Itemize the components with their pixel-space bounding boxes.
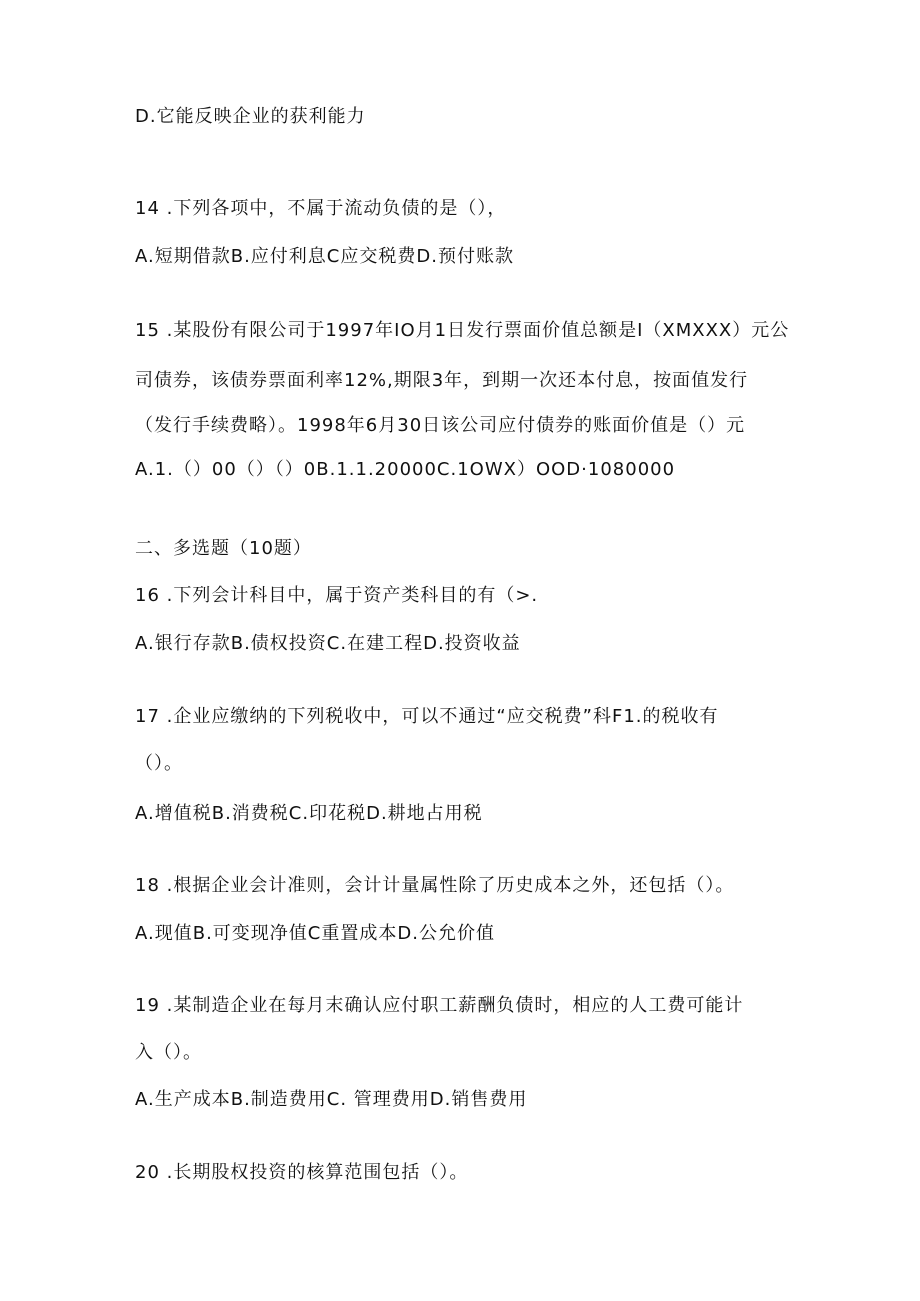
question-15-line-1: 15 .某股份有限公司于1997年IO月1日发行票面价值总额是I（XMXXX）元公 xyxy=(135,320,790,341)
question-17-line-1: 17 .企业应缴纳的下列税收中，可以不通过“应交税费”科F1.的税收有 xyxy=(135,706,719,727)
options-q15: A.1.（）00（）（）0B.1.1.20000C.1OWX）OOD·1080000 xyxy=(135,459,676,480)
options-q18: A.现值B.可变现净值C重置成本D.公允价值 xyxy=(135,923,495,944)
question-14: 14 .下列各项中，不属于流动负债的是（）， xyxy=(135,198,507,219)
options-q19: A.生产成本B.制造费用C. 管理费用D.销售费用 xyxy=(135,1089,528,1110)
question-17-line-2: （）。 xyxy=(135,753,183,774)
question-18: 18 .根据企业会计准则，会计计量属性除了历史成本之外，还包括（）。 xyxy=(135,875,735,896)
question-16: 16 .下列会计科目中，属于资产类科目的有（>. xyxy=(135,585,539,606)
options-q14: A.短期借款B.应付利息C应交税费D.预付账款 xyxy=(135,246,514,267)
question-19-line-2: 入（）。 xyxy=(135,1042,202,1063)
question-15-line-3: （发行手续费略）。1998年6月30日该公司应付债券的账面价值是（）元 xyxy=(135,415,746,436)
question-20: 20 .长期股权投资的核算范围包括（）。 xyxy=(135,1162,469,1183)
options-q16: A.银行存款B.债权投资C.在建工程D.投资收益 xyxy=(135,633,521,654)
question-19-line-1: 19 .某制造企业在每月末确认应付职工薪酬负债时，相应的人工费可能计 xyxy=(135,995,744,1016)
options-q17: A.增值税B.消费税C.印花税D.耕地占用税 xyxy=(135,803,483,824)
option-line-q13-d: D.它能反映企业的获利能力 xyxy=(135,106,366,127)
question-15-line-2: 司债券，该债券票面利率12%,期限3年，到期一次还本付息，按面值发行 xyxy=(135,370,749,391)
section-heading-multiple-choice: 二、多选题（10题） xyxy=(135,538,312,559)
